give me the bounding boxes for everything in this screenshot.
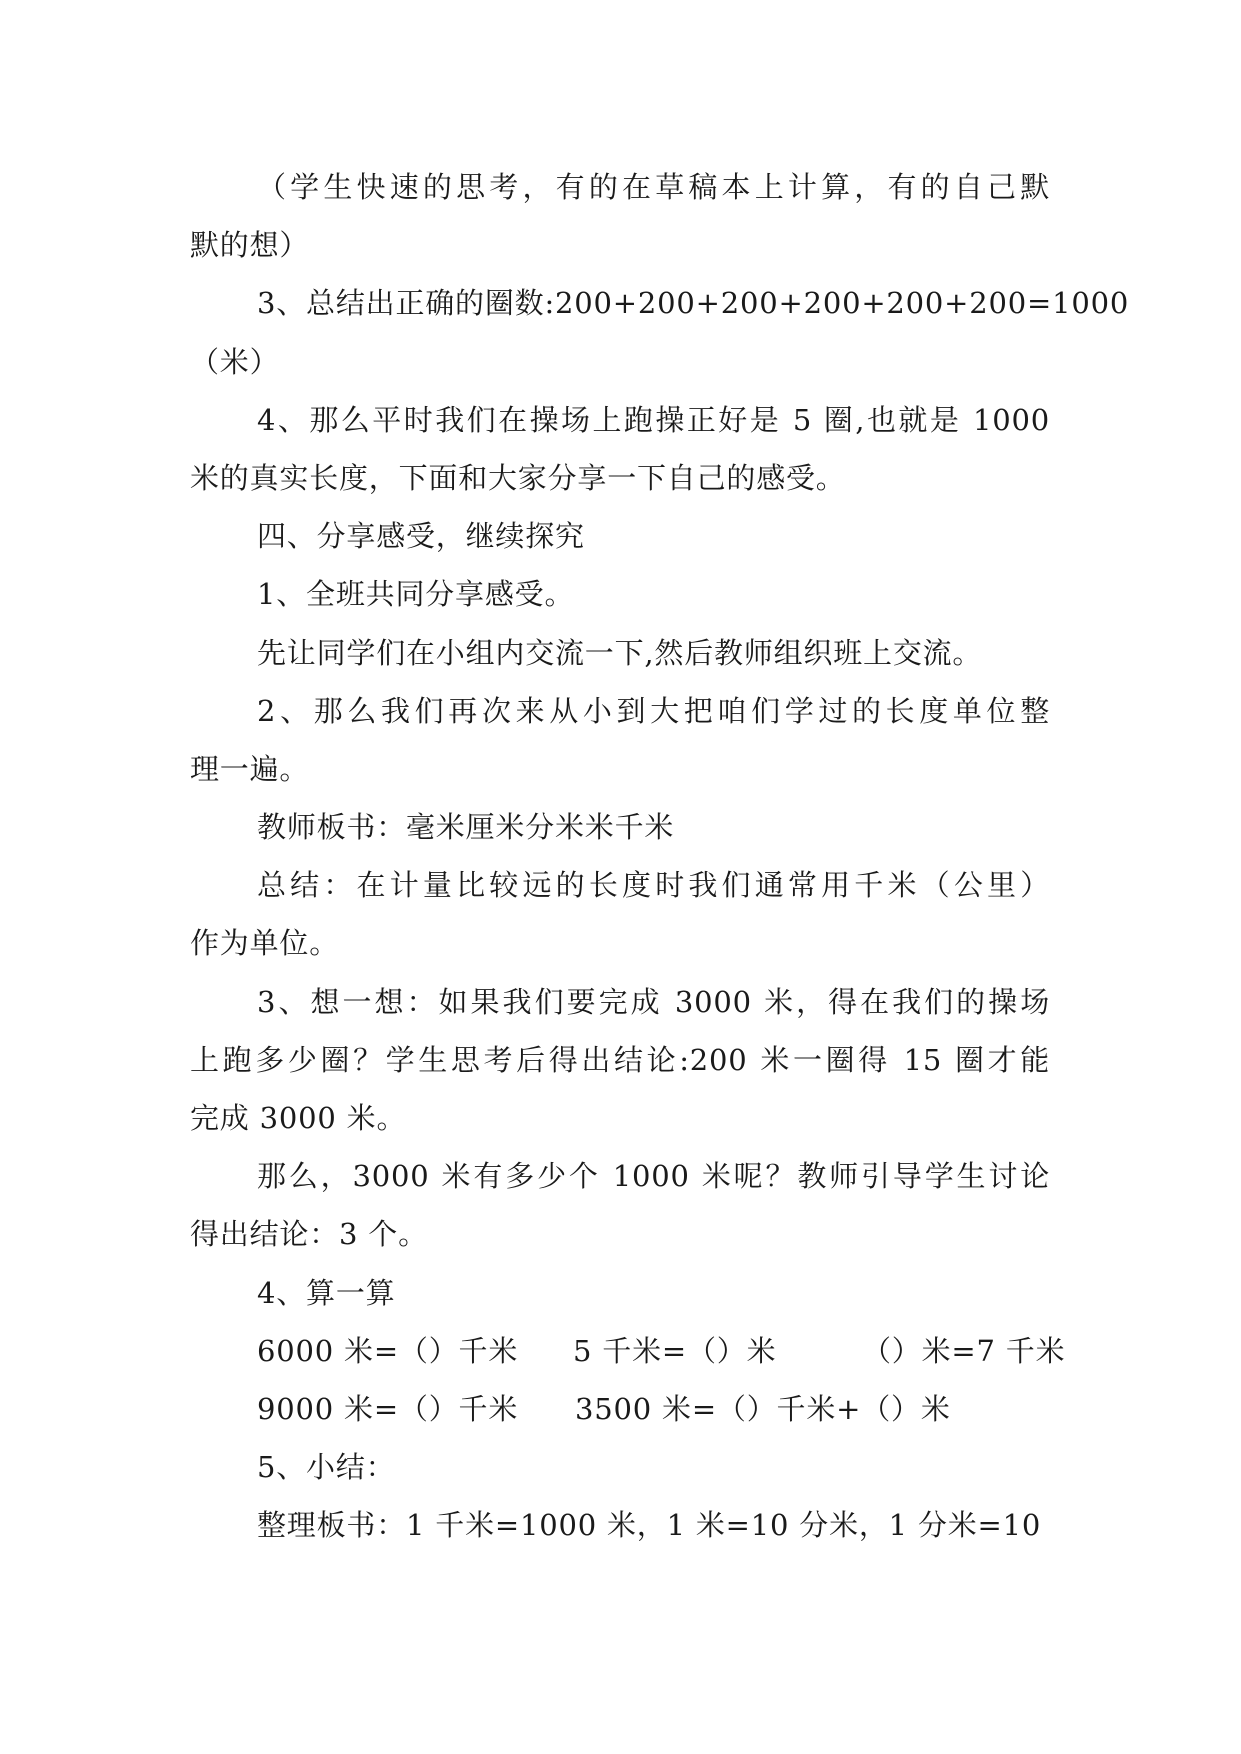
document-body: [190, 158, 1130, 1555]
final-board-conversions: 整理板书：1 千米=1000 米，1 米=10 分米，1 分米=10: [257, 1508, 1042, 1543]
teacher-board-units: 教师板书：毫米厘米分米米千米: [257, 810, 675, 845]
paragraph-student-thinking-line1: （学生快速的思考，有的在草稿本上计算，有的自己默: [257, 170, 1050, 204]
item3-think-line3: 完成 3000 米。: [190, 1101, 407, 1135]
exercise-item: 5 千米=（）米: [573, 1333, 777, 1368]
item3-think-line1: 3、想一想：如果我们要完成 3000 米，得在我们的操场: [257, 984, 1050, 1019]
item2-units-line2: 理一遍。: [190, 751, 310, 786]
exercise-item: 3500 米=（）千米+（）米: [575, 1391, 951, 1426]
item3-think-line2: 上跑多少圈？学生思考后得出结论:200 米一圈得 15 圈才能: [190, 1042, 1050, 1077]
item5-summary-heading: 5、小结：: [257, 1450, 396, 1485]
summary-line1: 总结：在计量比较远的长度时我们通常用千米（公里）: [257, 868, 1050, 903]
item2-units-line1: 2、那么我们再次来从小到大把咱们学过的长度单位整: [257, 693, 1050, 728]
step4-running-line2: 米的真实长度，下面和大家分享一下自己的感受。: [190, 460, 846, 495]
item4-calculate-heading: 4、算一算: [257, 1275, 396, 1310]
exercise-item: 6000 米=（）千米: [257, 1333, 519, 1368]
exercise-item: （）米=7 千米: [862, 1333, 1066, 1368]
exercise-item: 9000 米=（）千米: [257, 1391, 519, 1426]
step3-total-laps-line2: （米）: [190, 344, 280, 379]
paragraph-student-thinking-line2: 默的想）: [190, 228, 310, 263]
step4-running-line1: 4、那么平时我们在操场上跑操正好是 5 圈,也就是 1000: [257, 402, 1050, 437]
summary-line2: 作为单位。: [190, 926, 340, 961]
exercise-row-2: [190, 1380, 1050, 1438]
item1-detail: 先让同学们在小组内交流一下,然后教师组织班上交流。: [257, 635, 983, 670]
exercise-row-1: [190, 1322, 1066, 1380]
item1-share-feelings: 1、全班共同分享感受。: [257, 577, 575, 612]
step3-total-laps-line1: 3、总结出正确的圈数:200+200+200+200+200+200=1000: [257, 286, 1130, 321]
section-heading-share: 四、分享感受，继续探究: [257, 519, 585, 554]
follow-up-line1: 那么，3000 米有多少个 1000 米呢？教师引导学生讨论: [257, 1159, 1050, 1194]
follow-up-line2: 得出结论：3 个。: [190, 1217, 428, 1252]
